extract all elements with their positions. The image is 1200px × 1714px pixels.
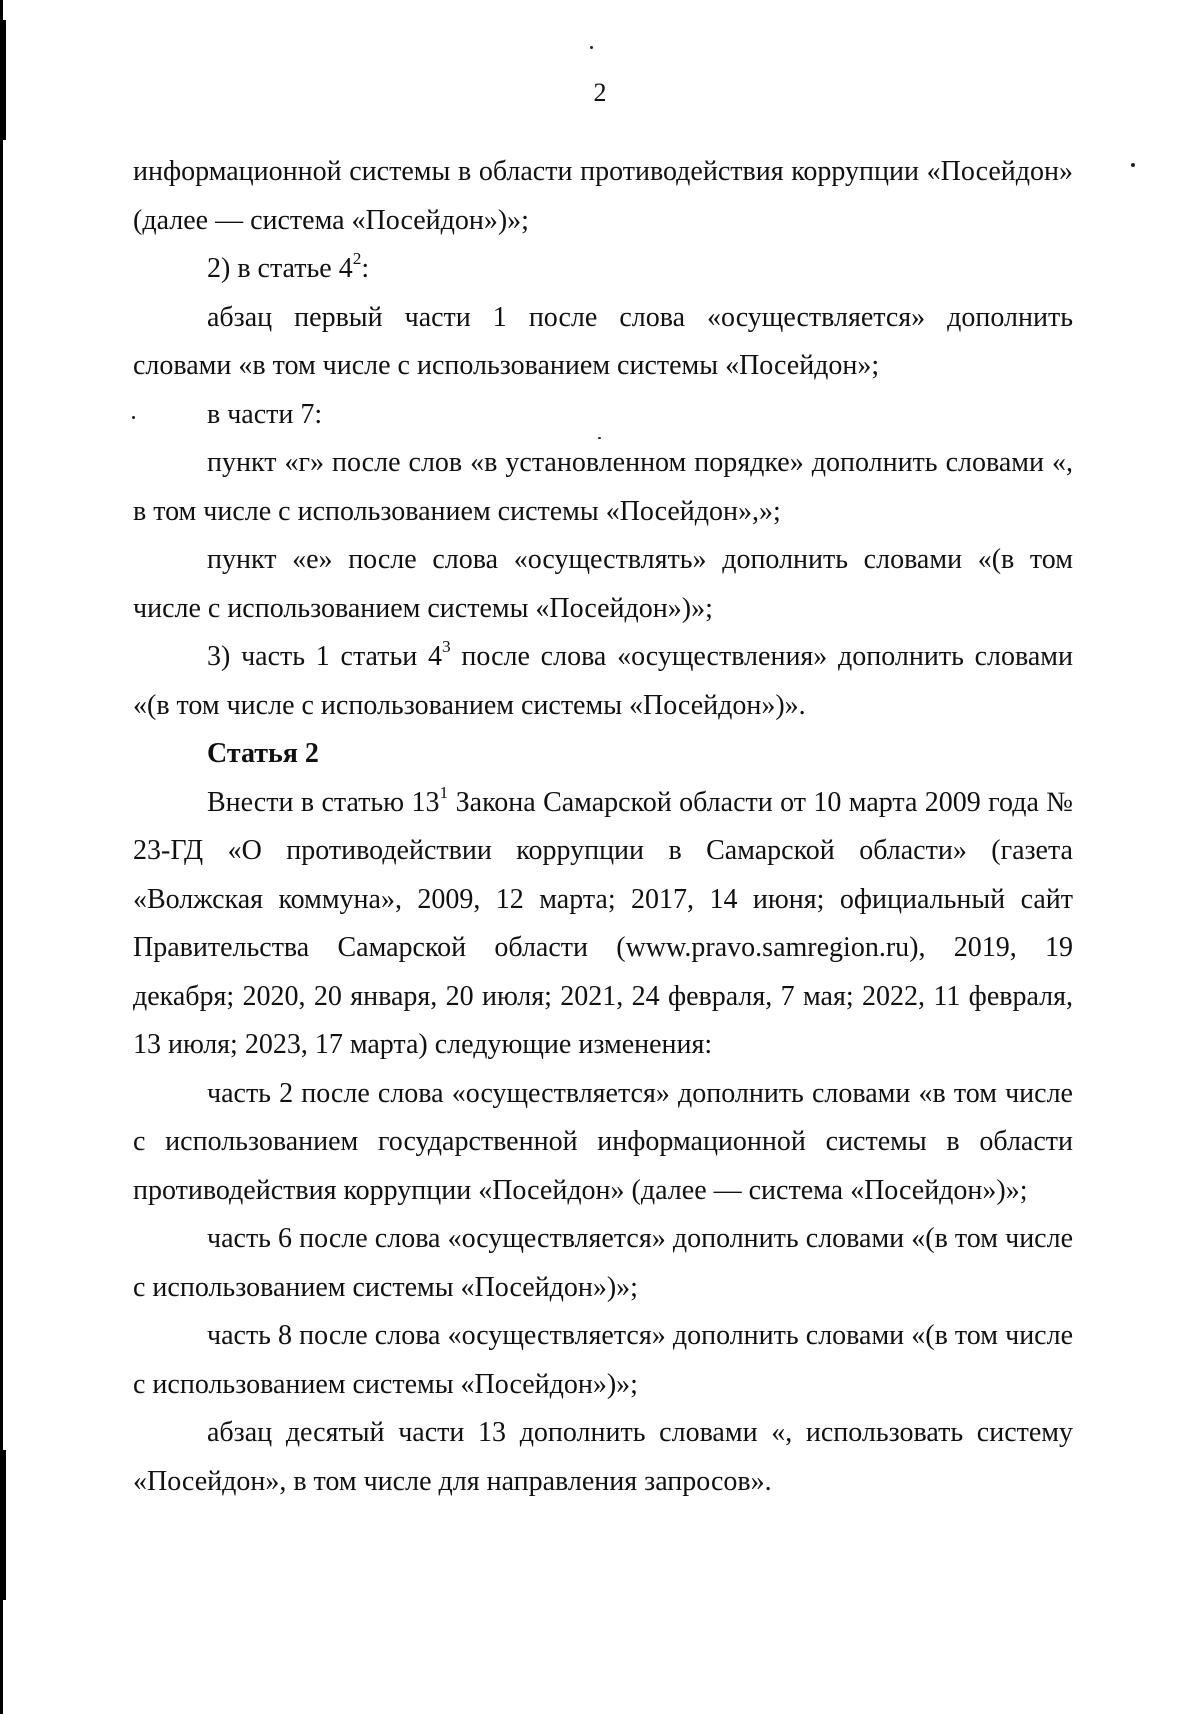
paragraph [133,391,1073,440]
paragraph [133,633,1073,730]
superscript: 2 [352,249,362,269]
paragraph-text: 3) часть 1 статьи 4 [207,641,442,672]
paragraph [133,1215,1073,1312]
scan-speck [590,46,593,49]
paragraph-text-continued: : [361,253,370,284]
paragraph [133,1312,1073,1409]
article-heading: Статья 2 [207,738,319,769]
paragraph-text: 2) в статье 4 [207,253,353,284]
paragraph [133,779,1073,1070]
paragraph [133,1409,1073,1506]
paragraph-text: абзац десятый части 13 дополнить словами «, использовать систему «Посейдон», в том числе для направления запросов». [133,1417,1073,1497]
paragraph-text: в части 7: [207,398,323,430]
paragraph [133,439,1073,536]
paragraph-text: Внести в статью 13 [207,786,440,818]
superscript: 1 [439,782,449,802]
paragraph [133,1070,1073,1216]
paragraph [133,245,1073,294]
paragraph [133,536,1073,633]
paragraph-text-continued: после слова «осуществления» дополнить словами «(в том числе с использованием системы «Посейдон»)». [133,641,1073,721]
paragraph-text: пункт «г» после слов «в установленном порядке» дополнить словами «, в том числе с использованием системы «Посейдон»,»; [133,447,1073,527]
paragraph-text: часть 2 после слова «осуществляется» дополнить словами «в том числе с использованием государственной информационной системы в области противодействия коррупции «Посейдон» (далее — система «Посейдон»)»; [133,1077,1073,1206]
paragraph [133,148,1073,245]
page-number: 2 [593,78,607,107]
paragraph [133,294,1073,391]
scan-speck [1131,163,1135,167]
scan-edge-mark [0,1450,6,1600]
document-body [133,148,1073,1506]
paragraph-text: часть 6 после слова «осуществляется» дополнить словами «(в том числе с использованием системы «Посейдон»)»; [133,1223,1073,1303]
paragraph-text: пункт «е» после слова «осуществлять» дополнить словами «(в том числе с использованием системы «Посейдон»)»; [133,544,1073,624]
superscript: 3 [441,637,451,657]
paragraph-text: часть 8 после слова «осуществляется» дополнить словами «(в том числе с использованием системы «Посейдон»)»; [133,1320,1073,1400]
paragraph-text-continued: Закона Самарской области от 10 марта 2009 года № 23-ГД «О противодействии коррупции в Самарской области» (газета «Волжская коммуна», 2009, 12 марта; 2017, 14 июня; официальный сайт Правительства Самарской области (www.pravo.samregion.ru), 2019, 19 декабря; 2020, 20 января, 20 июля; 2021, 24 февраля, 7 мая; 2022, 11 февраля, 13 июля; 2023, 17 марта) следующие изменения: [133,786,1073,1060]
paragraph-text: информационной системы в области противодействия коррупции «Посейдон» (далее — система «Посейдон»)»; [133,156,1073,236]
paragraph-text: абзац первый части 1 после слова «осуществляется» дополнить словами «в том числе с использованием системы «Посейдон»; [133,301,1073,381]
